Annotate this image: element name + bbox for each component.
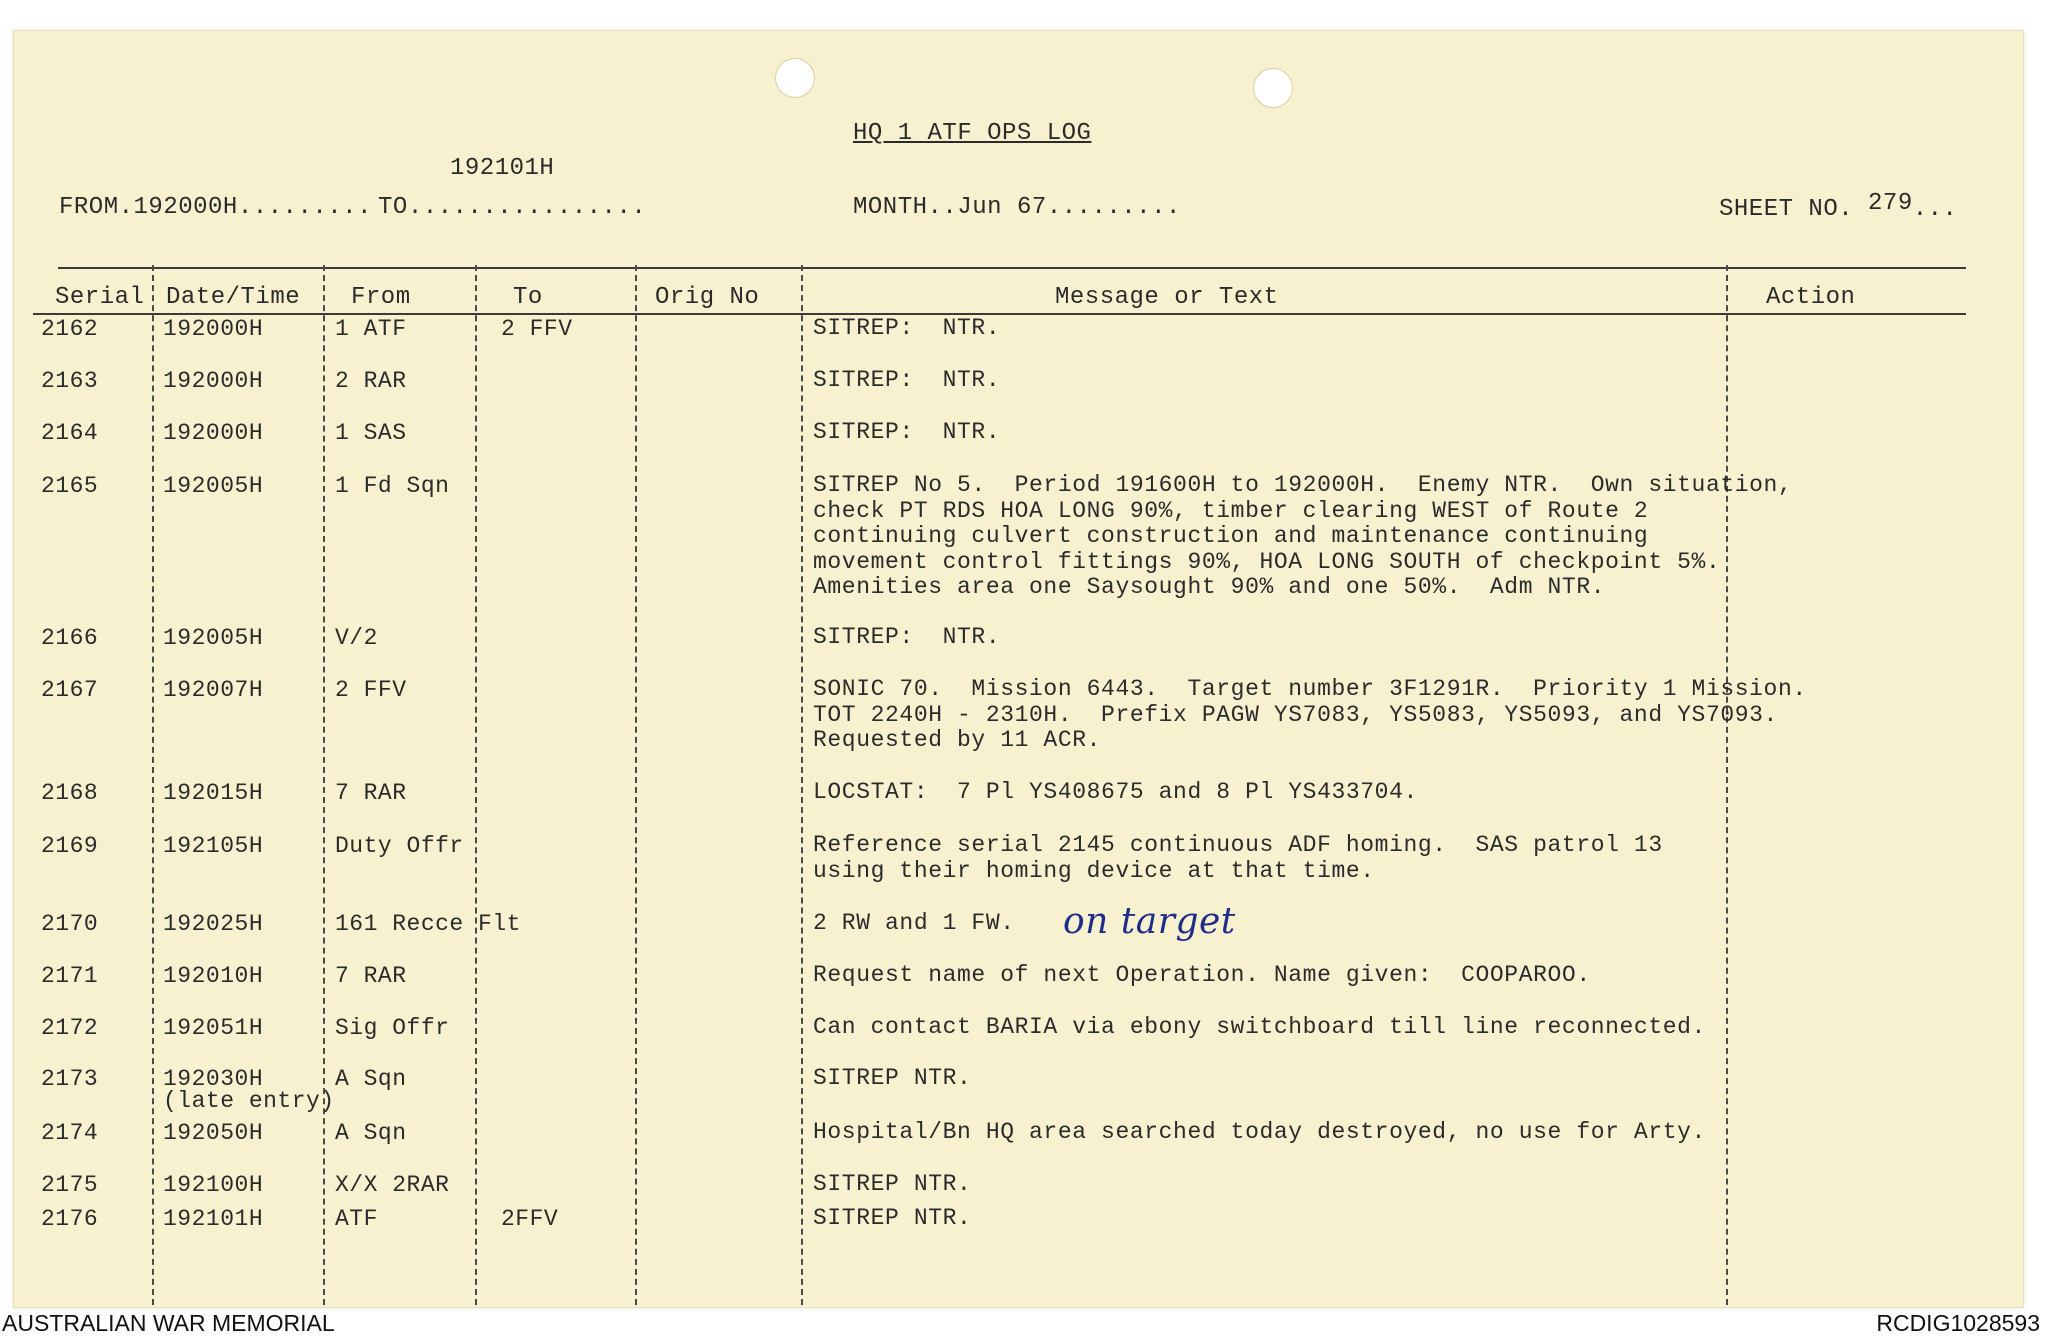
- to-field: TO................: [378, 194, 647, 221]
- serial-cell: 2167: [41, 677, 99, 703]
- serial-cell: 2169: [41, 833, 99, 859]
- footer-credit: AUSTRALIAN WAR MEMORIAL: [2, 1310, 335, 1336]
- column-header: Action: [1766, 284, 1856, 311]
- from-cell: 1 Fd Sqn: [335, 473, 450, 499]
- from-cell: X/X 2RAR: [335, 1172, 450, 1198]
- message-cell: SITREP: NTR.: [813, 419, 1001, 445]
- message-cell: SITREP NTR.: [813, 1065, 972, 1091]
- message-cell: SITREP: NTR.: [813, 315, 1001, 341]
- datetime-cell: 192005H: [163, 473, 264, 499]
- column-header: Orig No: [655, 284, 760, 311]
- message-cell: Hospital/Bn HQ area searched today destroyed, no use for Arty.: [813, 1119, 1706, 1145]
- table-top-rule: [58, 267, 1966, 269]
- from-cell: ATF: [335, 1206, 378, 1232]
- message-cell: Reference serial 2145 continuous ADF homing. SAS patrol 13 using their homing device at that time.: [813, 832, 1663, 884]
- message-cell: SITREP: NTR.: [813, 624, 1001, 650]
- to-value: 192101H: [450, 155, 555, 182]
- to-cell: 2 FFV: [501, 316, 573, 342]
- month-value: Jun 67: [957, 194, 1047, 221]
- datetime-cell: 192025H: [163, 911, 264, 937]
- column-divider: [1726, 265, 1728, 1305]
- datetime-cell: 192105H: [163, 833, 264, 859]
- datetime-cell: 192101H: [163, 1206, 264, 1232]
- serial-cell: 2176: [41, 1206, 99, 1232]
- datetime-note: (late entry): [163, 1088, 335, 1114]
- from-cell: A Sqn: [335, 1120, 407, 1146]
- from-cell: A Sqn: [335, 1066, 407, 1092]
- datetime-cell: 192000H: [163, 368, 264, 394]
- to-label: TO: [378, 194, 408, 221]
- datetime-cell: 192007H: [163, 677, 264, 703]
- message-cell: LOCSTAT: 7 Pl YS408675 and 8 Pl YS433704.: [813, 779, 1418, 805]
- datetime-cell: 192010H: [163, 963, 264, 989]
- serial-cell: 2172: [41, 1015, 99, 1041]
- month-label: MONTH..: [853, 194, 958, 221]
- serial-cell: 2164: [41, 420, 99, 446]
- from-cell: Sig Offr: [335, 1015, 450, 1041]
- from-cell: 7 RAR: [335, 780, 407, 806]
- message-cell: SITREP No 5. Period 191600H to 192000H. Enemy NTR. Own situation, check PT RDS HOA LONG 90%, timber clearing WEST of Route 2 continuing culvert construction and maintenance continuing movement control fittings 90%, HOA LONG SOUTH of checkpoint 5%. Amenities area one Saysought 90% and one 50%. Adm NTR.: [813, 472, 1793, 600]
- sheet-field: SHEET NO. 279...: [1719, 190, 1958, 223]
- from-value: 192000H: [133, 194, 238, 221]
- serial-cell: 2162: [41, 316, 99, 342]
- column-divider: [323, 265, 325, 1305]
- column-divider: [152, 265, 154, 1305]
- serial-cell: 2165: [41, 473, 99, 499]
- serial-cell: 2168: [41, 780, 99, 806]
- message-cell: 2 RW and 1 FW.: [813, 910, 1015, 936]
- from-cell: 7 RAR: [335, 963, 407, 989]
- footer-id: RCDIG1028593: [1876, 1310, 2040, 1336]
- datetime-cell: 192030H: [163, 1066, 264, 1092]
- column-divider: [635, 265, 637, 1305]
- message-cell: SITREP NTR.: [813, 1205, 972, 1231]
- column-header: To: [513, 284, 543, 311]
- datetime-cell: 192050H: [163, 1120, 264, 1146]
- serial-cell: 2175: [41, 1172, 99, 1198]
- from-cell: 1 SAS: [335, 420, 407, 446]
- serial-cell: 2171: [41, 963, 99, 989]
- message-cell: SITREP NTR.: [813, 1171, 972, 1197]
- sheet-label: SHEET NO.: [1719, 196, 1854, 223]
- column-header: From: [351, 284, 411, 311]
- serial-cell: 2170: [41, 911, 99, 937]
- to-cell: 2FFV: [501, 1206, 559, 1232]
- log-sheet: [13, 30, 2024, 1308]
- column-divider: [801, 265, 803, 1305]
- month-field: MONTH..Jun 67.........: [853, 194, 1181, 221]
- log-title: HQ 1 ATF OPS LOG: [853, 120, 1092, 147]
- serial-cell: 2173: [41, 1066, 99, 1092]
- column-header: Message or Text: [1055, 284, 1279, 311]
- datetime-cell: 192051H: [163, 1015, 264, 1041]
- punch-hole-right: [1253, 68, 1293, 108]
- datetime-cell: 192000H: [163, 420, 264, 446]
- serial-cell: 2166: [41, 625, 99, 651]
- from-cell: Duty Offr: [335, 833, 464, 859]
- from-label: FROM.: [59, 194, 134, 221]
- datetime-cell: 192100H: [163, 1172, 264, 1198]
- serial-cell: 2174: [41, 1120, 99, 1146]
- from-cell: 1 ATF: [335, 316, 407, 342]
- from-field: FROM.192000H.........: [59, 194, 372, 221]
- column-header: Serial: [55, 284, 145, 311]
- message-cell: SONIC 70. Mission 6443. Target number 3F1291R. Priority 1 Mission. TOT 2240H - 2310H. Prefix PAGW YS7083, YS5083, YS5093, and YS7093. Requested by 11 ACR.: [813, 676, 1807, 753]
- punch-hole-left: [775, 58, 815, 98]
- message-cell: Request name of next Operation. Name given: COOPAROO.: [813, 962, 1591, 988]
- from-cell: 161 Recce Flt: [335, 911, 521, 937]
- message-cell: SITREP: NTR.: [813, 367, 1001, 393]
- from-cell: V/2: [335, 625, 378, 651]
- serial-cell: 2163: [41, 368, 99, 394]
- column-header: Date/Time: [166, 284, 301, 311]
- datetime-cell: 192005H: [163, 625, 264, 651]
- datetime-cell: 192000H: [163, 316, 264, 342]
- column-divider: [475, 265, 477, 1305]
- sheet-value: 279: [1868, 190, 1913, 217]
- from-cell: 2 RAR: [335, 368, 407, 394]
- from-cell: 2 FFV: [335, 677, 407, 703]
- handwritten-note: on target: [1063, 901, 1236, 942]
- datetime-cell: 192015H: [163, 780, 264, 806]
- message-cell: Can contact BARIA via ebony switchboard till line reconnected.: [813, 1014, 1706, 1040]
